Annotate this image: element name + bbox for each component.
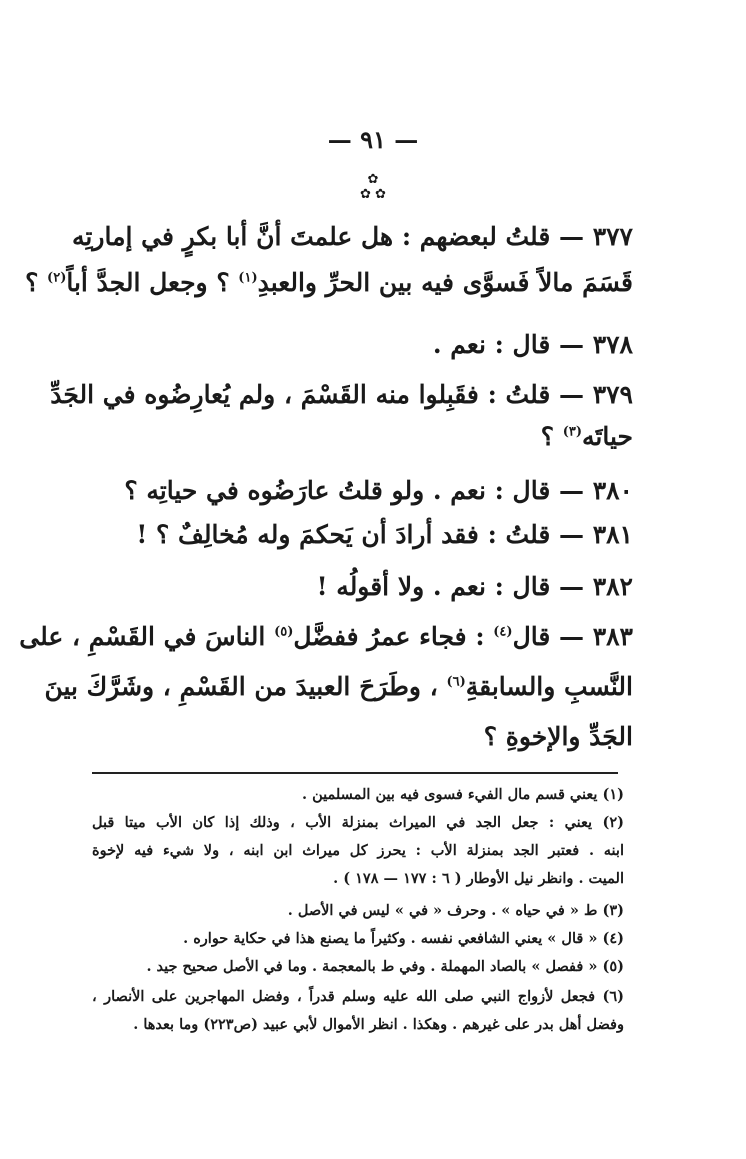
text-line-10-tail: ، وطَرَحَ العبيدَ من القَسْمِ ، وشَرَّكَ بينَ [44, 672, 447, 701]
ornament [0, 172, 746, 202]
text-line-6-content: ٣٨٠ — قال : نعم . ولو قلتُ عارَضُوه في حياتِه ؟ [124, 476, 633, 505]
footnote-1: (١) يعني قسم مال الفيء فسوى فيه بين المسلمين . [301, 786, 624, 803]
text-line-9 [19, 622, 633, 651]
text-line-6 [88, 476, 633, 505]
text-line-8 [88, 572, 633, 601]
text-line-7-content: ٣٨١ — قلتُ : فقد أرادَ أن يَحكمَ وله مُخالِفٌ ؟ ! [136, 520, 633, 549]
text-line-8-content: ٣٨٢ — قال : نعم . ولا أقولُه ! [316, 572, 633, 601]
text-line-1 [72, 222, 633, 251]
footnote-ref-5[interactable]: (٥) [274, 624, 294, 640]
text-line-9-tail2: الناسَ في القَسْمِ ، على [19, 622, 275, 651]
footnote-ref-4[interactable]: (٤) [493, 624, 513, 640]
text-line-4 [50, 380, 633, 409]
text-line-2 [25, 268, 633, 297]
footnote-2-line-2: ابنه . فعتبر الجد بمنزلة الأب : يحرز كل ميراث ابن ابنه ، ولا شيء فيه لإخوة [92, 842, 624, 859]
text-line-1-content: ٣٧٧ — قلتُ لبعضهم : هل علمتَ أنَّ أبا بكرٍ في إمارتِه [72, 222, 633, 251]
footnote-ref-6[interactable]: (٦) [446, 674, 466, 690]
footnote-3: (٣) ط « في حياه » . وحرف « في » ليس في الأصل . [287, 902, 624, 919]
text-line-5 [88, 422, 633, 451]
footnote-ref-2[interactable]: (٢) [47, 270, 67, 286]
footnote-4: (٤) « قال » يعني الشافعي نفسه . وكثيراً ما يصنع هذا في حكاية حواره . [183, 930, 624, 947]
text-line-3 [88, 330, 633, 359]
footnote-divider [92, 772, 618, 774]
text-line-5-content: حياتَه [582, 422, 633, 451]
text-line-9-content: ٣٨٣ — قال [512, 622, 633, 651]
ornament-bottom-stars: ✿ ✿ [360, 187, 386, 202]
footnote-6-line-2: وفضل أهل بدر على غيرهم . وهكذا . انظر الأموال لأبي عبيد (ص٢٢٣) وما بعدها . [133, 1016, 624, 1033]
text-line-11 [88, 722, 633, 751]
footnote-6-line-1: (٦) فجعل لأزواج النبي صلى الله عليه وسلم قدراً ، وفضل المهاجرين على الأنصار ، [92, 988, 624, 1005]
footnote-2-line-3: الميت . وانظر نيل الأوطار ( ٦ : ١٧٧ — ١٧٨ ) . [333, 870, 624, 887]
text-line-2-tail: ؟ وجعل الجدَّ أباً [66, 268, 239, 297]
text-line-4-content: ٣٧٩ — قلتُ : فقَبِلوا منه القَسْمَ ، ولم يُعارِضُوه في الجَدِّ [50, 380, 633, 409]
text-line-7 [88, 520, 633, 549]
text-line-2-tail2: ؟ [25, 268, 48, 297]
text-line-10 [44, 672, 633, 701]
footnote-5: (٥) « ففصل » بالصاد المهملة . وفي ط بالمعجمة . وما في الأصل صحيح جيد . [146, 958, 624, 975]
footnote-ref-1[interactable]: (١) [238, 270, 258, 286]
text-line-9-tail: : فجاء عمرُ ففضَّل [293, 622, 494, 651]
footnote-2-line-1: (٢) يعني : جعل الجد في الميراث بمنزلة الأب ، وذلك إذا كان الأب ميتا قبل [92, 814, 624, 831]
text-line-5-tail: ؟ [540, 422, 563, 451]
text-line-11-content: الجَدِّ والإخوةِ ؟ [483, 722, 633, 751]
text-line-10-content: النَّسبِ والسابقةِ [465, 672, 633, 701]
text-line-3-content: ٣٧٨ — قال : نعم . [432, 330, 633, 359]
page-number: — ٩١ — [327, 125, 419, 154]
footnote-ref-3[interactable]: (٣) [562, 424, 583, 440]
ornament-top-star: ✿ [367, 172, 379, 187]
text-line-2-content: قَسَمَ مالاً فَسوَّى فيه بين الحرِّ والعبدِ [257, 268, 633, 297]
